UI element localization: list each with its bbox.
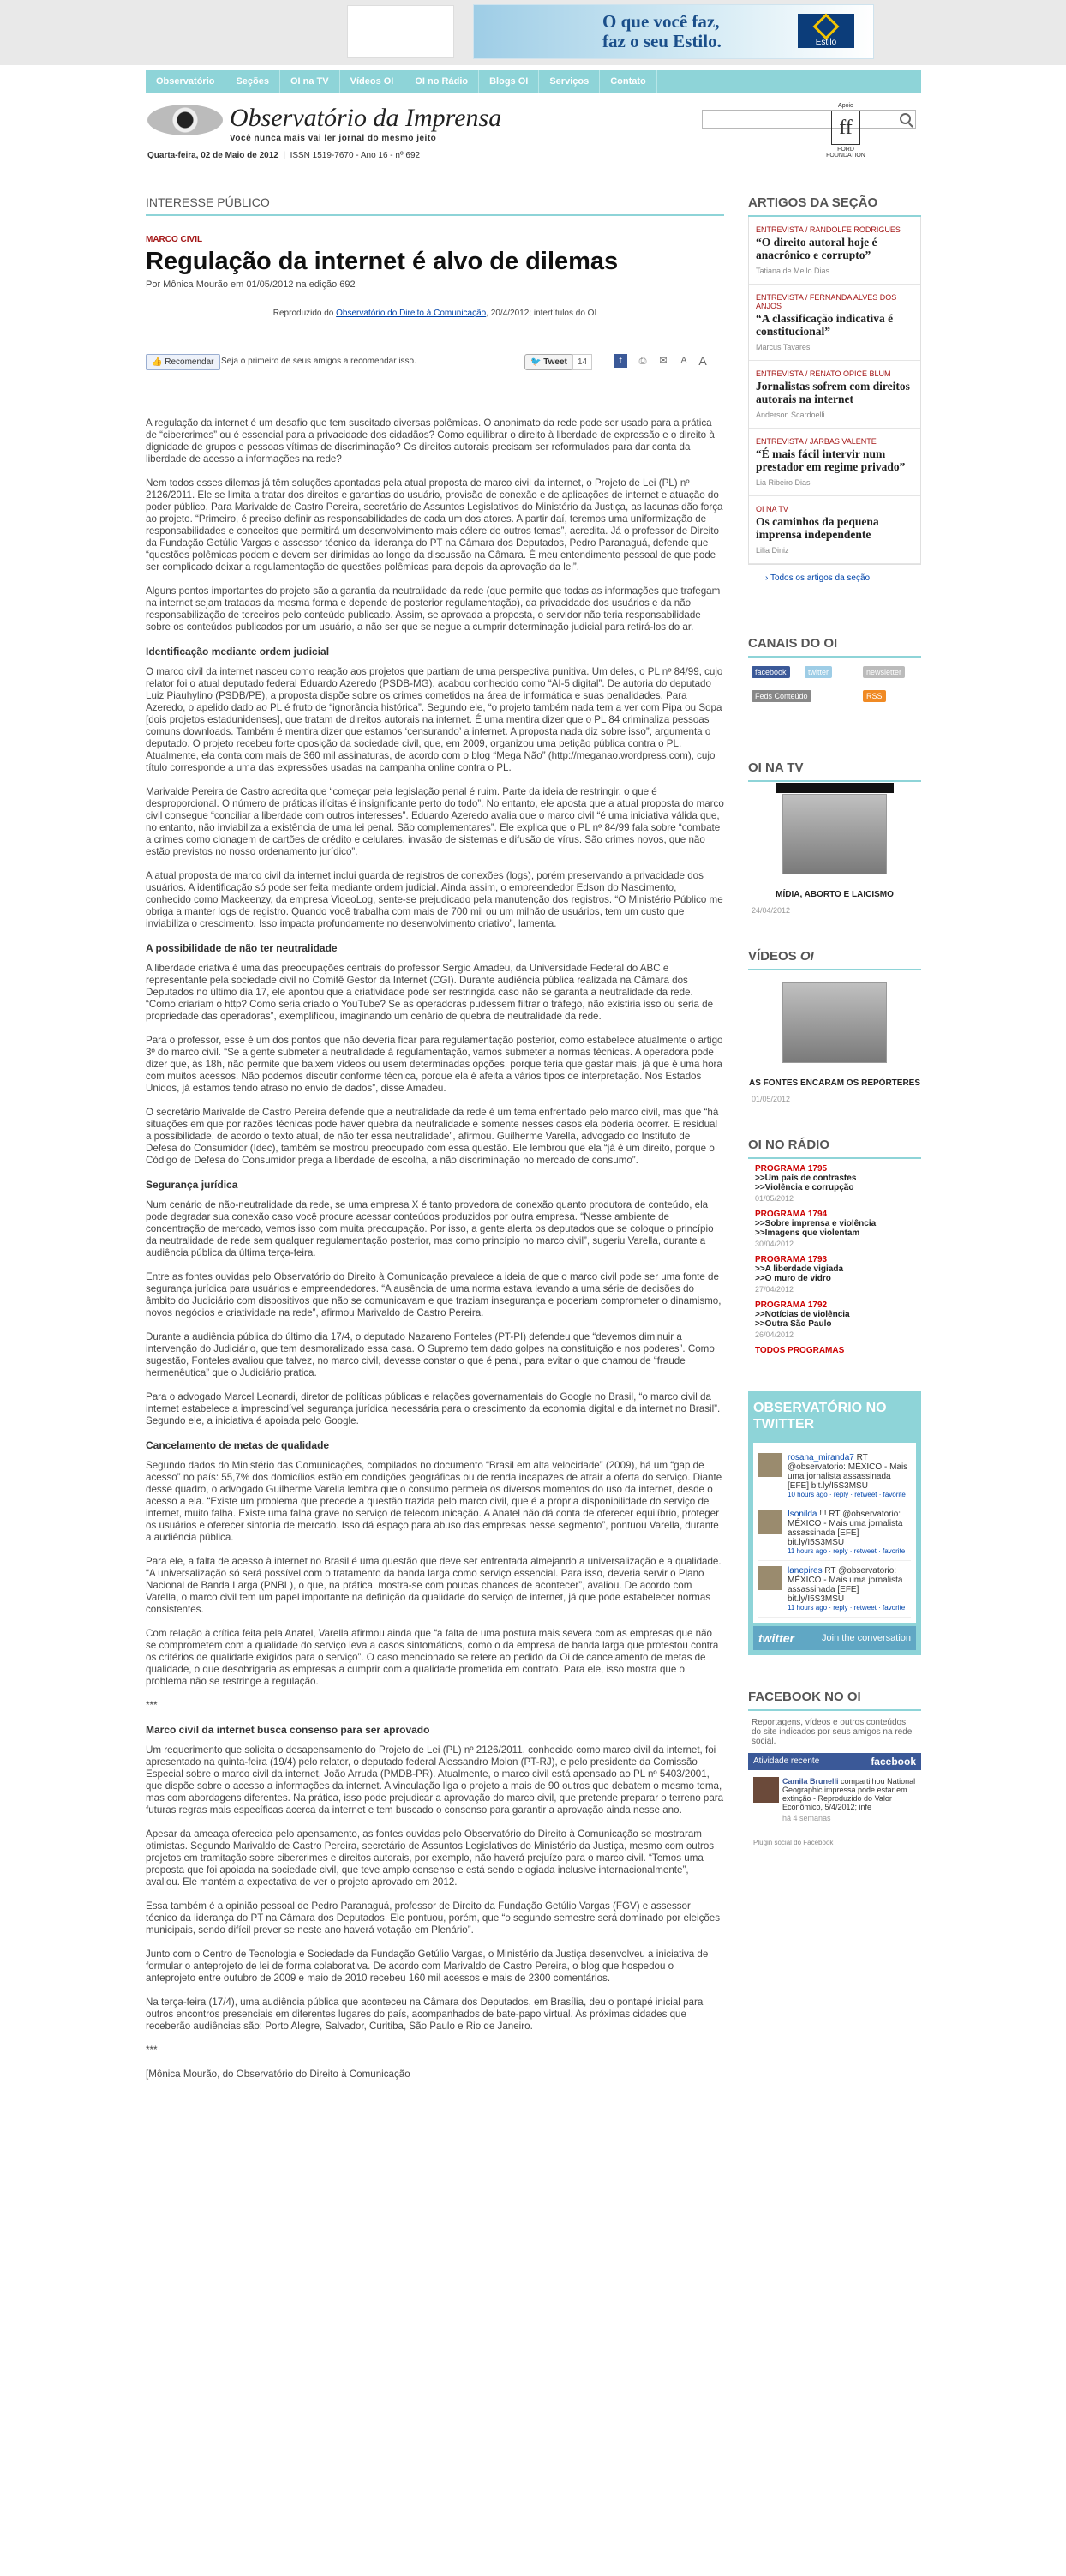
article-paragraph: Com relação à crítica feita pela Anatel, Varella afirmou ainda que “a falta de uma postura mais severa com as empresas que não se comprometem com a qualidade do serviço leva a casos sintomáticos, como o da empresa de banda larga que protestou contra os critérios de qualidade exigidos para o serviço”. O caso mencionado se refere ao pedido da Oi de cancelamento de metas de qualidade, o que desobrigaria as empresas a cumprir com a qualidade prometida em contrato. Para ele, isso mostra que o problema não se restringe à regulação. (146, 1628, 719, 1687)
article-paragraph: Nem todos esses dilemas já têm soluções apontadas pela atual proposta de marco civil da internet, o Projeto de Lei (PL) nº 2126/2011. Ele se limita a tratar dos direitos e garantias do usuário, provisão de conexão e de aplicações de internet e atuação do poder público. Para Marivalde de Castro Pereira, secretário de Assuntos Legislativos do Ministério da Justiça, as lacunas dão força ao projeto. “Primeiro, é preciso definir as responsabilidades de cada um dos atores. A partir daí, teremos uma uniformização de responsabilidades e conceitos que permitirá um desenvolvimento mais célere de outros temas”, acredita. Já o professor de Direito da Fundação Getúlio Vargas e assessor técnico da liderança do PT na Câmara dos Deputados, Pedro Paranaguá, defende que “questões polêmicas podem e devem ser dirimidas ao longo da discussão na Câmara. É meu entendimento pessoal de que pode ser complicado deixar a regulamentação de questões polêmicas para depois da aprovação da lei”. (146, 477, 723, 573)
video-thumbnail[interactable] (782, 982, 887, 1063)
artigo-category: ENTREVISTA / JARBAS VALENTE (756, 437, 877, 446)
search-input[interactable] (702, 110, 916, 129)
tweet-item (758, 1561, 911, 1618)
program-link[interactable]: >>Notícias de violência (755, 1310, 850, 1319)
font-decrease-button[interactable]: A (680, 356, 687, 365)
all-programs-link[interactable]: TODOS PROGRAMAS (755, 1346, 845, 1355)
article-paragraph: O marco civil da internet nasceu como reação aos projetos que partiam de uma perspectiva punitiva. Um deles, o PL nº 84/99, cujo relator foi o atual deputado federal Eduardo Azeredo (PSDB-MG), acabou conhecido como “AI-5 digital”. De autoria do deputado Luiz Piauhylino (PSDB/PE), a proposta dispõe sobre os crimes cometidos na área de informática e suas penalidades. Para Azeredo, o apelido dado ao PL é fruto de “ignorância histórica”. Segundo ele, “o projeto também nada tem a ver com Pipa ou Sopa [dois projetos estadunidenses], que tratam de direitos autorais na internet. É uma mentira dizer que o PL 84 criminaliza pessoas comuns downloads. Também é mentira dizer que estamos ‘censurando’ a internet. A proposta nada diz sobre isso”, argumenta o deputado. O projeto recebeu forte oposição da sociedade civil, que, em 2009, organizou uma petição pública contra o PL. Atualmente, ela conta com mais de 360 mil assinaturas, de acordo com o blog “Mega Não” (http://meganao.wordpress.com), cujo título corresponde a uma das expressões usadas na campanha online contra o PL. (146, 666, 723, 773)
facebook-recommend-button[interactable]: 👍 Recomendar (146, 354, 220, 370)
page-wrapper (146, 65, 921, 2080)
article-paragraph: *** (146, 2045, 158, 2056)
artigo-author: Anderson Scardoelli (756, 411, 825, 419)
radio-program[interactable] (748, 1295, 921, 1341)
article-subheading: Segurança jurídica (146, 1179, 238, 1191)
video-caption[interactable]: AS FONTES ENCARAM OS REPÓRTERES (748, 1078, 921, 1088)
canais-title: CANAIS DO OI (748, 636, 921, 658)
nav-item[interactable]: OI na TV (280, 70, 340, 93)
social-share-bar (146, 351, 724, 375)
program-number[interactable]: PROGRAMA 1793 (755, 1255, 828, 1264)
artigo-category: ENTREVISTA / FERNANDA ALVES DOS ANJOS (756, 293, 897, 310)
program-date: 01/05/2012 (755, 1194, 794, 1203)
twitter-channel[interactable]: twitter (805, 666, 832, 678)
artigo-author: Lia Ribeiro Dias (756, 478, 811, 487)
program-link[interactable]: >>Violência e corrupção (755, 1183, 854, 1192)
article-column (146, 195, 724, 2093)
video-date: 01/05/2012 (752, 1095, 791, 1103)
nav-item[interactable]: Seções (225, 70, 280, 93)
eye-logo-icon[interactable] (147, 105, 223, 135)
artigo-item[interactable] (749, 285, 920, 361)
tweet-user[interactable]: Isonilda (788, 1510, 817, 1519)
article-paragraph: Para ele, a falta de acesso à internet no Brasil é uma questão que deve ser enfrentada almejando a universalização e a qualidade. “A universalização só será possível com o tratamento da banda larga como serviço essencial. Para isso, deveria servir o Plano Nacional de Banda Larga (PNBL), o que, na prática, mostra-se com poucas chances de acontecer”, avaliou. De acordo com Varella, o marco civil tem um papel importante na definição da qualidade do serviço de internet, já que pode estabelecer normas consistentes. (146, 1556, 722, 1615)
section-label: INTERESSE PÚBLICO (146, 195, 724, 216)
article-paragraph: Para o advogado Marcel Leonardi, diretor de políticas públicas e relações governamentais do Google no Brasil, “o marco civil da internet estabelece a imprescindível segurança jurídica necessária para o crescimento da economia digital e da internet no Brasil”. Segundo ele, a iniciativa é apoiada pelo Google. (146, 1391, 721, 1426)
top-nav (146, 70, 921, 93)
artigo-title[interactable]: Os caminhos da pequena imprensa independente (756, 515, 879, 541)
tv-thumbnail[interactable] (782, 794, 887, 874)
facebook-plugin-label[interactable]: Plugin social do Facebook (753, 1839, 834, 1846)
article-paragraph: Essa também é a opinião pessoal de Pedro Paranaguá, professor de Direito da Fundação Getúlio Vargas (FGV) e assessor técnico da liderança do PT na Câmara dos Deputados. Ele pontuou, porém, que “o segundo semestre será dominado por eleições municipais, sendo difícil prever se neste ano haverá votação em Plenário”. (146, 1900, 721, 1936)
article-paragraph: A atual proposta de marco civil da internet inclui guarda de registros de conexões (logs), porém preservando a privacidade dos usuários. A identificação só pode ser feita mediante ordem judicial. Ainda assim, o empreendedor Edson do Nascimento, conhecido como Mackeenzy, da empresa VideoLog, sente-se prejudicado pela manutenção dos registros. “O Ministério Público me obriga a manter logs de registro. Quando você trabalha com mais de 700 mil ou um milhão de usuários, tem um custo que inviabiliza o crescimento. Isso impacta profundamente no desenvolvimento criativo”, lamenta. (146, 870, 723, 929)
facebook-intro: Reportagens, vídeos e outros conteúdos do site indicados por seus amigos na rede social. (752, 1718, 913, 1746)
article-paragraph: *** (146, 1700, 158, 1711)
artigo-title[interactable]: “A classificação indicativa é constitucional” (756, 312, 894, 338)
article-paragraph: Segundo dados do Ministério das Comunicações, compilados no documento “Brasil em alta velocidade” (2009), há um “gap de acesso” no país: 55,7% dos domicílios estão em condições geográficas ou de renda incapazes de atrair a oferta do serviço. Diante desse quadro, o advogado Guilherme Varella lembra que o consumo permeia os diversos momentos do uso da internet, desde o acesso a ela. “Existe um problema que precede a questão trazida pelo marco civil, que é a própria disponibilidade do serviço de internet, muito falha. Existe uma falha grave no serviço de telecomunicação. A Anatel não dá conta de oferecer equilíbrio, proteger os usuários e oferecer sintonia de mercado. Isso dá espaço para abuso das empresas nesse segmento”, pontuou Varella, durante a audiência pública. (146, 1460, 722, 1543)
dateline: Quarta-feira, 02 de Maio de 2012 | ISSN 1519-7670 - Ano 16 - nº 692 (147, 151, 421, 160)
rss-channel[interactable]: RSS (863, 690, 886, 702)
artigos-title: ARTIGOS DA SEÇÃO (748, 195, 921, 217)
search-icon[interactable] (900, 113, 911, 124)
tv-date: 24/04/2012 (752, 906, 791, 915)
facebook-share-icon[interactable]: f (614, 354, 627, 368)
ad-text-line1: O que você faz, (602, 11, 720, 32)
article-paragraph: Apesar da ameaça oferecida pelo apensamento, as fontes ouvidas pelo Observatório do Direito à Comunicação se mostraram otimistas. Segundo Marivaldo de Castro Pereira, secretário de Assuntos Legislativos do Ministério da Justiça, mesmo com outros projetos em tramitação sobre cibercrimes e direitos autorais, por exemplo, não haverá prejuízo para o marco civil. “Temos uma proposta que foi apoiada na sociedade civil, que teve amplo consenso e está sendo elogiada inclusive internacionalmente”, avaliou. Ele mantém a expectativa de ver o projeto aprovado em 2012. (146, 1828, 715, 1888)
site-brand[interactable]: Observatório da Imprensa (230, 104, 502, 132)
avatar[interactable] (758, 1566, 782, 1590)
article-paragraph: A liberdade criativa é uma das preocupações centrais do professor Sergio Amadeu, da Universidade Federal do ABC e representante pela sociedade civil no Comitê Gestor da Internet (CGI). Durante audiência pública realizada na Câmara dos Deputados no último dia 17, ele apontou que a criatividade pode ser restringida caso não se garanta a neutralidade da rede. “Como criariam o http? Como seria criado o YouTube? Se as operadoras pudessem filtrar o tráfego, não existiria isso ou seria de propriedade das operadoras”, exemplificou, imaginando um cenário de quebra de neutralidade da rede. (146, 963, 714, 1022)
article-paragraph: Marivalde Pereira de Castro acredita que “começar pela legislação penal é ruim. Parte da ideia de restringir, o que é desproporcional. O número de práticas ilícitas é insignificante perto do todo”. No entanto, ele aposta que a atual proposta do marco civil consegue “conciliar a liberdade com outros interesses”. Eduardo Azeredo avalia que o marco civil “é uma iniciativa válida que, no entanto, não inviabiliza a existência de uma lei penal. São complementares”. Ele explica que o PL nº 84/99 fala sobre “combate a crimes como clonagem de cartões de crédito e celulares, invasão de sistemas e difusão de vírus. São crimes novos, que não estão previstos no nosso ordenamento jurídico”. (146, 786, 724, 857)
tweet-meta[interactable]: 11 hours ago · reply · retweet · favorite (788, 1604, 906, 1612)
sidebar (748, 195, 921, 1853)
radio-program[interactable] (748, 1204, 921, 1250)
small-ad[interactable] (347, 5, 454, 58)
artigo-author: Tatiana de Mello Dias (756, 267, 830, 275)
article-subheading: Cancelamento de metas de qualidade (146, 1439, 330, 1451)
nav-item[interactable]: Contato (600, 70, 657, 93)
print-icon[interactable]: ⎙ (638, 356, 647, 366)
article-paragraph: Num cenário de não-neutralidade da rede, se uma empresa X é tanto provedora de conexão quanto produtora de conteúdo, ela pode degradar sua conexão caso você procure acessar conteúdos produzidos por outra empresa. “Nesse ambiente de concentração de mercado, vemos isso com muita preocupação. Por isso, a gente alerta os deputados que se coloque o princípio da neutralidade de rede sem qualquer regulamentação posterior, mas como princípio no marco civil”, sugeriu Varella, durante a audiência pública da última terça-feira. (146, 1199, 714, 1258)
site-slogan: Você nunca mais vai ler jornal do mesmo jeito (230, 134, 437, 143)
tv-caption[interactable]: MÍDIA, ABORTO E LAICISMO (776, 890, 894, 899)
program-number[interactable]: PROGRAMA 1795 (755, 1164, 828, 1174)
article-kicker[interactable]: MARCO CIVIL (146, 235, 203, 244)
artigo-author: Marcus Tavares (756, 343, 811, 351)
program-date: 27/04/2012 (755, 1285, 794, 1294)
twitter-widget (748, 1391, 921, 1655)
artigo-item[interactable] (749, 496, 920, 564)
newsletter-channel[interactable]: newsletter (863, 666, 905, 678)
tweet-text: !!! RT @observatorio: MÉXICO - Mais uma jornalista assassinada [EFE] bit.ly/I5S3MSU (788, 1510, 903, 1547)
artigo-item[interactable] (749, 429, 920, 496)
avatar[interactable] (758, 1453, 782, 1477)
article-paragraph: Junto com o Centro de Tecnologia e Sociedade da Fundação Getúlio Vargas, o Ministério da Justiça desenvolveu a iniciativa de formular o anteprojeto de lei de forma colaborativa. De acordo com Marivaldo de Castro Pereira, o blog que hospedou o anteprojeto entre outubro de 2009 e maio de 2010 recebeu 160 mil acessos e mais de 2300 comentários. (146, 1949, 709, 1984)
radio-program[interactable] (748, 1159, 921, 1204)
facebook-activity-bar: Atividade recente facebook (748, 1753, 921, 1770)
ford-foundation-logo: ff (831, 111, 860, 145)
artigo-title[interactable]: “É mais fácil intervir num prestador em regime privado” (756, 447, 906, 473)
font-increase-button[interactable]: A (698, 354, 707, 368)
radio-title: OI NO RÁDIO (748, 1138, 921, 1159)
artigo-item[interactable] (749, 361, 920, 429)
tweet-meta[interactable]: 11 hours ago · reply · retweet · favorite (788, 1547, 906, 1555)
artigo-category: OI NA TV (756, 505, 788, 513)
article-paragraph: Um requerimento que solicita o desapensamento do Projeto de Lei (PL) nº 2126/2011, conhecido como marco civil da internet, foi apresentado na quinta-feira (19/4) pelo relator, o deputado federal Alessandro Molon (PT-RJ), e pelo presidente da Comissão Especial sobre o marco civil da internet, João Arruda (PMDB-PR). Atualmente, o marco civil está apensado ao PL nº 5403/2001, que dispõe sobre o acesso a informações da internet. A vinculação liga o projeto a mais de 90 outros que debatem o mesmo tema, mas com abordagens diferentes. Na prática, isso pode prejudicar a aprovação do marco civil, que pretende preparar o terreno para futuras regras mais específicas acerca da internet e tem buscado o consenso para garantir a aprovação ainda nesse ano. (146, 1744, 724, 1816)
feeds-channel[interactable]: Feds Conteúdo (752, 690, 811, 702)
program-link[interactable]: >>Outra São Paulo (755, 1319, 832, 1329)
bank-logo: Estilo (798, 14, 854, 48)
artigo-item[interactable] (749, 217, 920, 285)
article-subheading: Marco civil da internet busca consenso para ser aprovado (146, 1724, 430, 1736)
tweet-item (758, 1448, 911, 1504)
article-paragraph: Para o professor, esse é um dos pontos que não deveria ficar para regulamentação posterior, como estabelece atualmente o artigo 3º do marco civil. “Se a gente submeter a neutralidade à regulamentação, vamos submeter a normas técnicas. A operadora pode dizer que, às 18h, não permite que baixem vídeos ou usem determinadas opções, porque teria que gastar mais, já que é uma hora com muitos acessos. Não podemos discutir conforme técnica, porque ela é afeita a vários tipos de interpretação. Nos Estados Unidos, já estamos tendo atraso no envio de dados”, disse Amadeu. (146, 1035, 723, 1094)
twitter-footer[interactable]: twitter Join the conversation (753, 1626, 916, 1650)
sponsor[interactable]: Apoio ff FORD FOUNDATION (826, 103, 865, 159)
tweet-text: RT @observatorio: MÉXICO - Mais uma jornalista assassinada [EFE] bit.ly/I5S3MSU (788, 1566, 903, 1604)
bank-ad-banner[interactable] (473, 4, 874, 59)
twitter-title: OBSERVATÓRIO NO TWITTER (753, 1401, 887, 1432)
artigo-author: Lilia Diniz (756, 546, 789, 555)
program-link[interactable]: >>Sobre imprensa e violência (755, 1219, 877, 1228)
program-link[interactable]: >>Imagens que violentam (755, 1228, 860, 1238)
tweet-item (758, 1504, 911, 1561)
program-link[interactable]: >>Um país de contrastes (755, 1174, 857, 1183)
program-number[interactable]: PROGRAMA 1792 (755, 1300, 828, 1310)
nav-item[interactable]: Blogs OI (479, 70, 539, 93)
article-paragraph: [Mônica Mourão, do Observatório do Direito à Comunicação (146, 2069, 410, 2080)
tweet-user[interactable]: rosana_miranda7 (788, 1453, 854, 1462)
nav-item[interactable]: Serviços (539, 70, 600, 93)
article-paragraph: Alguns pontos importantes do projeto são a garantia da neutralidade da rede (que permite que todas as informações que trafegam na internet sejam tratadas da mesma forma e depende de posterior regulamentação), da privacidade dos usuários e da não responsabilização de terceiros pelo conteúdo publicado. Assim, se aprovada a proposta, o servidor não teria responsabilidade sobre os conteúdos publicados por um usuário, a não ser que se negue a cumprir determinação judicial para retirá-los do ar. (146, 585, 721, 633)
source-link[interactable]: Observatório do Direito à Comunicação (336, 309, 487, 318)
facebook-title: FACEBOOK NO OI (748, 1690, 921, 1711)
artigo-title[interactable]: Jornalistas sofrem com direitos autorais na internet (756, 380, 910, 405)
article-title: Regulação da internet é alvo de dilemas (146, 248, 619, 275)
nav-item[interactable]: OI no Rádio (404, 70, 479, 93)
program-link[interactable]: >>A liberdade vigiada (755, 1264, 844, 1274)
avatar[interactable] (758, 1510, 782, 1534)
nav-item[interactable]: Observatório (146, 70, 225, 93)
article-paragraph: Durante a audiência pública do último dia 17/4, o deputado Nazareno Fonteles (PT-PI) defendeu que “devemos diminuir a intervenção do Judiciário, que tem desmoralizado essa casa. O Supremo tem dado golpes na constituição e nos poderes”. Como sugestão, Fonteles avaliou que talvez, no marco civil, devesse constar o que é penal, para evitar o que chamou de “fraude hermenêutica” que o Judiciário pratica. (146, 1331, 715, 1378)
recommend-text: Seja o primeiro de seus amigos a recomendar isso. (221, 357, 416, 366)
reproduction-note: Reproduzido do Observatório do Direito à Comunicação, 20/4/2012; intertítulos do OI (272, 309, 597, 318)
tweet-text: RT @observatorio: MÉXICO - Mais uma jornalista assassinada [EFE] bit.ly/I5S3MSU (788, 1453, 908, 1491)
artigo-category: ENTREVISTA / RENATO OPICE BLUM (756, 369, 891, 378)
article-subheading: A possibilidade de não ter neutralidade (146, 942, 338, 954)
facebook-channel[interactable]: facebook (752, 666, 790, 678)
artigo-title[interactable]: “O direito autoral hoje é anacrônico e corrupto” (756, 236, 877, 261)
program-date: 30/04/2012 (755, 1240, 794, 1248)
ad-text-line2: faz o seu Estilo. (602, 31, 722, 51)
article-paragraph: A regulação da internet é um desafio que tem suscitado diversas polêmicas. O anonimato da rede pode ser usado para a prática de “cibercrimes” ou é essencial para a privacidade dos cidadãos? Como equilibrar o direito à liberdade de expressão e o direito à dignidade de grupos e pessoas vítimas de discriminação? Os direitos autorais precisam ser reformulados para dar conta da liberdade de acesso a informações na rede? (146, 417, 715, 465)
article-byline: Por Mônica Mourão em 01/05/2012 na edição 692 (146, 279, 356, 290)
radio-list (748, 1159, 921, 1341)
facebook-post[interactable]: Camila Brunelli compartilhou National Geographic impressa pode estar em extinção - Reproduzido do Valor Econômico, 5/4/2012; infe há 4 semanas (748, 1770, 921, 1835)
article-paragraph: Entre as fontes ouvidas pelo Observatório do Direito à Comunicação prevalece a ideia de que o marco civil pode ser uma fonte de segurança jurídica para usuários e empreendedores. “A ausência de uma norma estava levando a uma série de decisões do âmbito do Judiciário com dispositivos que não se comunicavam e que traziam insegurança e poderiam comprometer o dinamismo, novos negócios e criatividade na rede”, afirmou Marivaldo de Castro Pereira. (146, 1271, 722, 1318)
article-subheading: Identificação mediante ordem judicial (146, 646, 330, 658)
article-paragraph: O secretário Marivalde de Castro Pereira defende que a neutralidade da rede é um tema enfrentado pelo marco civil, mas que “há situações em que por razões técnicas pode haver quebra da neutralidade e somente nesses casos ela poderia ocorrer. E residual a possibilidade, de acordo o texto atual, de não ter essa neutralidade”, afirmou. Guilherme Varella, advogado do Instituto de Defesa do Consumidor (Idec), também se mostrou preocupado com essa questão. Ele lembrou que ela “já é um direito, porque o Código de Defesa do Consumidor prega a liberdade de escolha, a não discriminação no mercado de consumo”. (146, 1107, 719, 1166)
tv-title: OI NA TV (748, 760, 921, 782)
program-number[interactable]: PROGRAMA 1794 (755, 1210, 828, 1219)
tweet-button[interactable]: 🐦 Tweet (524, 354, 573, 370)
article-paragraph: Na terça-feira (17/4), uma audiência pública que aconteceu na Câmara dos Deputados, em Brasília, deu o pontapé inicial para outros encontros presenciais em diferentes lugares do país, acompanhados de bate-papo virtual. As próximas cidades que receberão audiências são: Porto Alegre, Salvador, Curitiba, São Paulo e Rio de Janeiro. (146, 1997, 704, 2032)
nav-item[interactable]: Vídeos OI (340, 70, 405, 93)
tweet-count: 14 (572, 354, 592, 370)
all-articles-link[interactable]: › Todos os artigos da seção (765, 573, 871, 583)
article-body (146, 417, 724, 2081)
artigo-category: ENTREVISTA / RANDOLFE RODRIGUES (756, 225, 901, 234)
program-date: 26/04/2012 (755, 1330, 794, 1339)
program-link[interactable]: >>O muro de vidro (755, 1274, 831, 1283)
artigos-list (748, 217, 921, 565)
videos-title: VÍDEOS OI (748, 949, 921, 970)
top-ad-bar (0, 0, 1066, 65)
email-icon[interactable]: ✉ (659, 356, 668, 366)
radio-program[interactable] (748, 1250, 921, 1295)
canais-grid (748, 658, 921, 735)
avatar[interactable] (753, 1777, 779, 1803)
masthead (146, 93, 921, 161)
tweets-list (753, 1443, 916, 1623)
tweet-meta[interactable]: 10 hours ago · reply · retweet · favorite (788, 1491, 906, 1498)
tweet-user[interactable]: lanepires (788, 1566, 823, 1576)
